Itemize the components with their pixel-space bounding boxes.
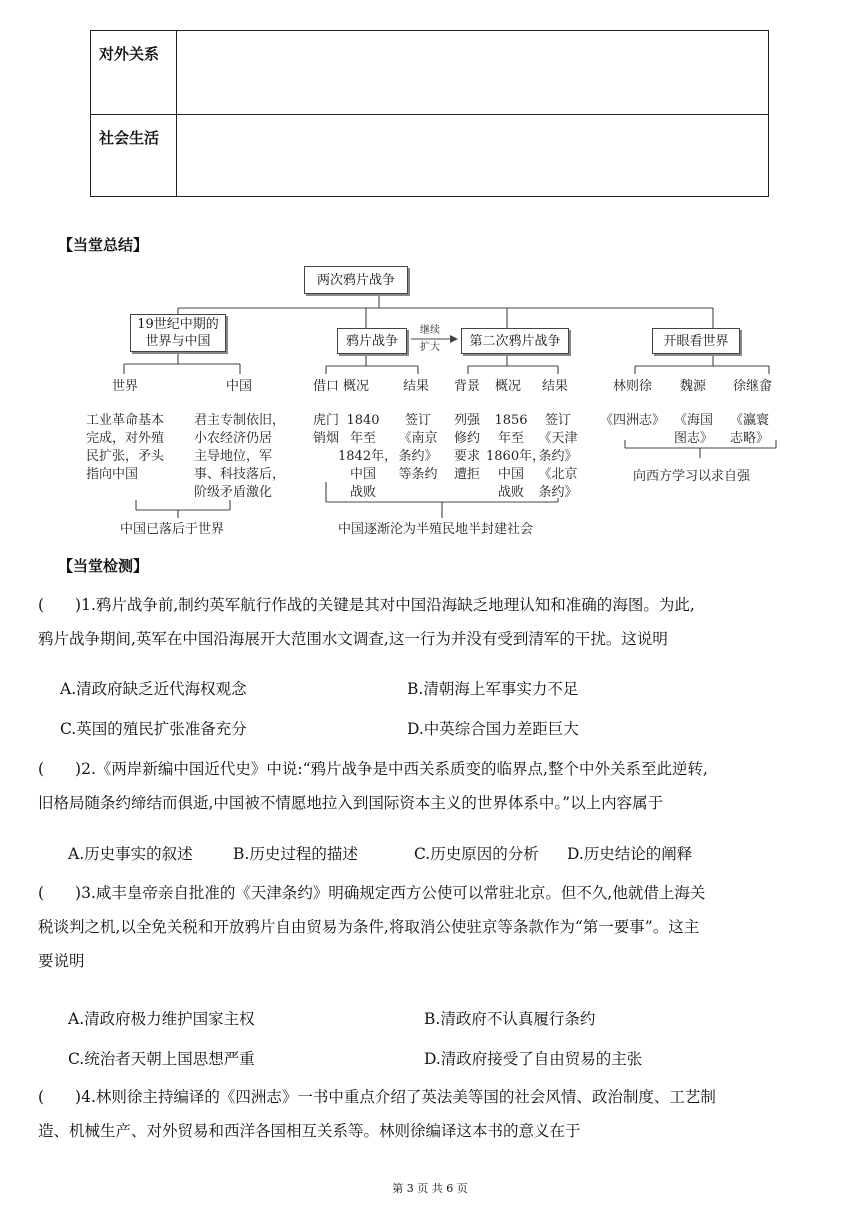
ow-header-excuse: 借口 [313,379,340,394]
text-line: 等条约 [398,467,438,482]
question-line: 税谈判之机,以全免关税和开放鸦片自由贸易为条件,将取消公使驻京等条款作为“第一要事”。这主 [38,918,700,936]
text-line: 完成，对外殖 [86,431,165,446]
q1-option-c: C.英国的殖民扩张准备充分 [60,720,247,738]
q3-option-d: D.清政府接受了自由贸易的主张 [424,1050,643,1068]
question-line: ( )2.《两岸新编中国近代史》中说:“鸦片战争是中西关系质变的临界点,整个中外关系至此逆转, [38,760,708,778]
sw-header-background: 背景 [454,379,481,394]
sw-header-overview: 概况 [495,379,522,394]
text-line: 1860年， [486,449,546,464]
middle-conclusion: 中国逐渐沦为半殖民地半封建社会 [338,522,534,537]
text-line: 中国 [497,467,524,482]
question-line: 造、机械生产、对外贸易和西洋各国相互关系等。林则徐编译这本书的意义在于 [38,1122,581,1140]
text-line: 主导地位，军 [194,449,273,464]
person-lin-zexu: 林则徐 [613,379,653,394]
question-4 [38,1080,830,1148]
q1-option-b: B.清朝海上军事实力不足 [407,680,579,698]
book-haiguotuzhi [674,412,713,448]
root-box: 两次鸦片战争 [304,266,408,294]
ow-result [394,412,442,484]
question-2 [38,752,830,820]
text-line: 战败 [497,485,524,500]
sw-background [454,412,480,484]
text-line: 民扩张，矛头 [86,449,165,464]
text-line: 君主专制依旧， [194,413,286,428]
q1-option-d: D.中英综合国力差距巨大 [407,720,579,738]
text-line: 年至 [349,431,376,446]
text-line: 要求 [454,449,481,464]
question-line: ( )4.林则徐主持编译的《四洲志》一书中重点介绍了英法美等国的社会风情、政治制度、工艺制 [38,1088,716,1106]
sw-result [534,412,582,502]
text-line: 阶级矛盾激化 [194,485,273,500]
text-line: 战败 [349,485,376,500]
text-line: 工业革命基本 [86,413,165,428]
text-line: 条约》 [538,485,578,500]
q3-option-b: B.清政府不认真履行条约 [424,1010,596,1028]
box-line: 19世纪中期的 [137,317,219,332]
q2-option-c: C.历史原因的分析 [414,845,539,863]
question-line: ( )1.鸦片战争前,制约英军航行作战的关键是其对中国沿海缺乏地理认知和准确的海图。为此, [38,596,695,614]
text-line: 虎门 [313,413,340,428]
arrow-label [420,324,440,337]
box-line: 世界与中国 [145,334,211,349]
q2-option-d: D.历史结论的阐释 [567,845,693,863]
q3-option-a: A.清政府极力维护国家主权 [68,1010,255,1028]
text-line: 销烟 [313,431,340,446]
arrow-label-line: 继续 [420,325,440,336]
china-text [194,412,285,502]
ow-excuse [313,412,339,448]
notes-table [90,30,769,197]
sw-header-result: 结果 [542,379,569,394]
person-xu-jiyu: 徐继畲 [733,379,773,394]
q1-option-a: A.清政府缺乏近代海权观念 [60,680,247,698]
concept-map [80,262,780,547]
ow-header-result: 结果 [403,379,430,394]
question-line: 要说明 [38,952,85,970]
book-sizhouzhi: 《四洲志》 [600,413,666,428]
text-line: 列强 [454,413,481,428]
text-line: 1856 [494,413,528,428]
text-line: 1840 [346,413,380,428]
west-learning-conclusion: 向西方学习以求自强 [633,469,751,484]
q2-option-b: B.历史过程的描述 [233,845,358,863]
row-label-social-life: 社会生活 [91,115,177,196]
question-line: ( )3.咸丰皇帝亲自批准的《天津条约》明确规定西方公使可以常驻北京。但不久,他就借上海关 [38,884,706,902]
row-label-foreign-relations: 对外关系 [91,31,177,114]
person-wei-yuan: 魏源 [680,379,707,394]
text-line: 条约》 [538,449,578,464]
text-line: 小农经济仍居 [194,431,273,446]
table-row [91,115,768,196]
text-line: 签订 [544,413,571,428]
text-line: 签订 [404,413,431,428]
text-line: 《天津 [538,431,578,446]
opium-war-box: 鸦片战争 [337,328,407,354]
ow-overview [338,412,398,502]
q3-option-c: C.统治者天朝上国思想严重 [68,1050,255,1068]
question-3 [38,876,830,978]
text-line: 指向中国 [86,467,139,482]
connector-lines [80,262,780,547]
china-label: 中国 [226,379,253,394]
arrow-label [420,341,440,354]
text-line: 遭拒 [454,467,481,482]
text-line: 修约 [454,431,481,446]
left-conclusion: 中国已落后于世界 [120,522,225,537]
text-line: 《海国 [674,413,714,428]
text-line: 图志》 [674,431,714,446]
sw-overview [486,412,546,502]
text-line: 条约》 [398,449,438,464]
question-line: 鸦片战争期间,英军在中国沿海展开大范围水文调查,这一行为并没有受到清军的干扰。这说明 [38,630,668,648]
world-label: 世界 [112,379,139,394]
book-yinghuanzhilue [730,412,769,448]
second-opium-war-box: 第二次鸦片战争 [461,328,569,354]
q2-option-a: A.历史事实的叙述 [68,845,193,863]
text-line: 年至 [497,431,524,446]
text-line: 事、科技落后， [194,467,286,482]
text-line: 《南京 [398,431,438,446]
arrow-label-line: 扩大 [420,342,440,353]
question-1 [38,588,830,656]
summary-heading: 【当堂总结】 [58,236,149,254]
text-line: 志略》 [730,431,770,446]
world-text [86,412,164,484]
world-china-box [130,314,226,352]
text-line: 《北京 [538,467,578,482]
check-heading: 【当堂检测】 [58,557,149,575]
text-line: 《瀛寰 [730,413,770,428]
ow-header-overview: 概况 [343,379,370,394]
open-eyes-box: 开眼看世界 [652,328,740,354]
text-line: 中国 [349,467,376,482]
question-line: 旧格局随条约缔结而俱逝,中国被不情愿地拉入到国际资本主义的世界体系中。”以上内容属于 [38,794,664,812]
table-row [91,31,768,115]
text-line: 1842年， [338,449,398,464]
page-footer: 第 3 页 共 6 页 [392,1182,468,1195]
